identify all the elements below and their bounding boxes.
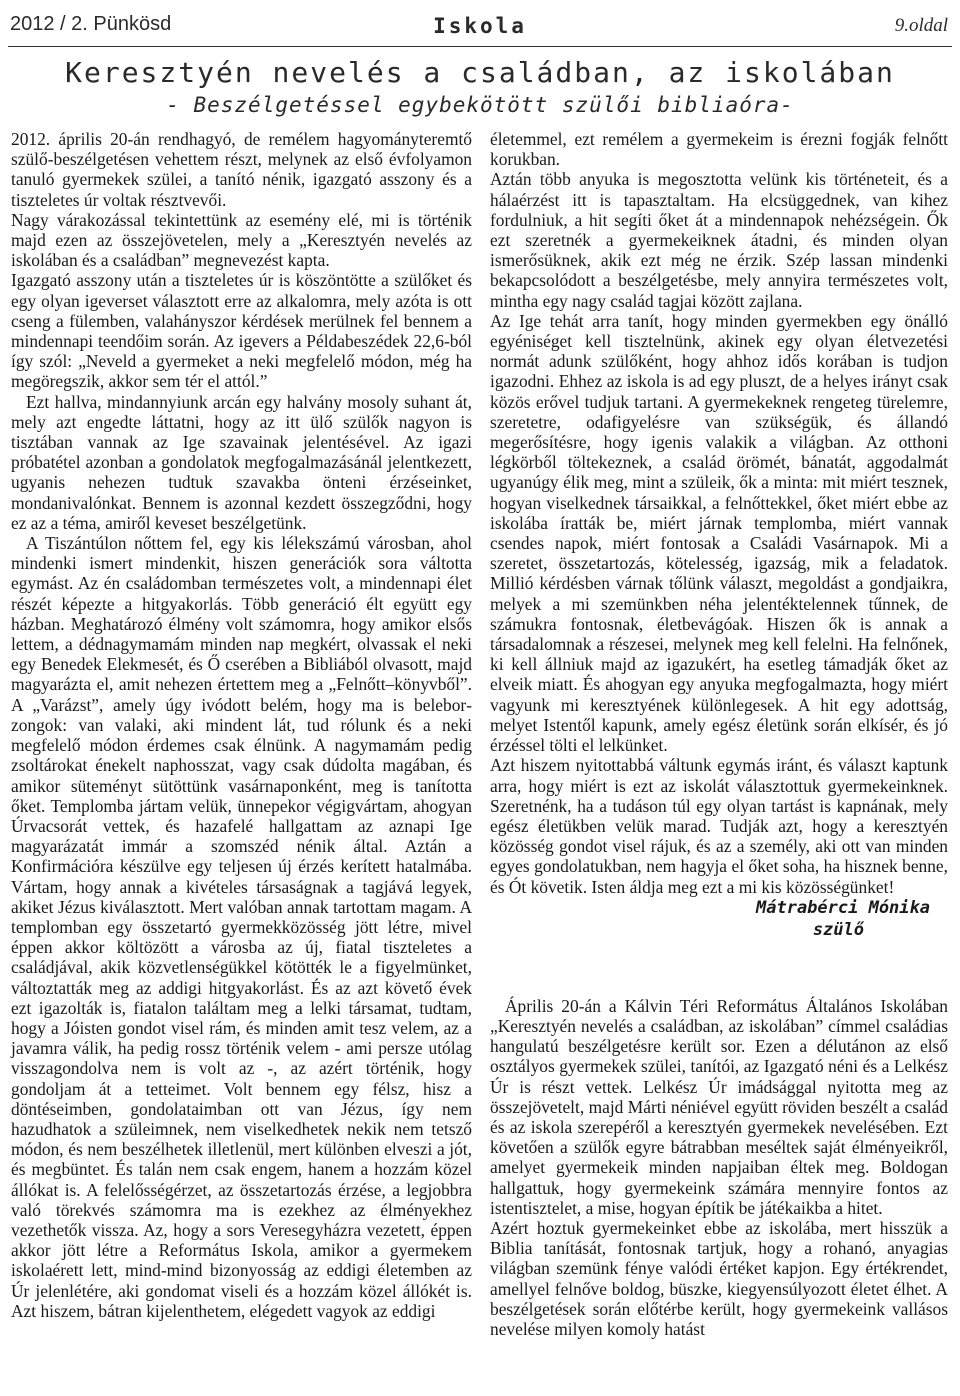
spacer xyxy=(490,941,948,996)
right-column xyxy=(490,129,948,1339)
page-header xyxy=(0,0,960,48)
paragraph: Azért hoztuk gyermekeinket ebbe az iskolába, mert hisszük a Biblia tanítását, fontosnak tartjuk, hogy a rohanó, anyagias világban szemünk fénye valódi értéket kapjon. Egy értékrendet, amellyel felnőve boldog, büszke, kiegyensúlyozott életet élhet. A beszélgetések során előtérbe került, hogy gyermekeink vallásos nevelése milyen komoly hatást xyxy=(490,1217,948,1339)
header-divider xyxy=(8,46,952,47)
author-signature xyxy=(490,897,948,941)
issue-label: 2012 / 2. Pünkösd xyxy=(10,13,172,35)
paragraph: Igazgató asszony után a tiszteletes úr is köszöntötte a szülőket és egy olyan igeverset választott erre az alkalomra, mely azóta is ott cseng a fülemben, valahányszor kérdések merülnek fel bennem a mindennapi teendőim során. Az igevers a Példabeszédek 22,6-ból így szól: „Neveld a gyermeket a neki megfelelő módon, még ha megöregszik, akkor sem tér el attól.” xyxy=(11,270,472,392)
paragraph: Ezt hallva, mindannyiunk arcán egy halvány mosoly suhant át, mely azt engedte láttatni, hogy az itt ülő szülők nagyon is tisztában vannak az Ige szavainak jelentésével. Az igazi próbatétel azonban a gondolatok megfogalmazásánál jelentkezett, ugyanis nehezen tudtuk szavakba önteni érzéseinket, mondanivalónkat. Bennem is azonnal kezdett összegződni, hogy ez az a téma, amiről keveset beszélgetünk. xyxy=(11,391,472,533)
paragraph: 2012. április 20-án rendhagyó, de remélem hagyományteremtő szülő-beszélgetésen vehettem részt, melynek az első évfolyamon tanuló gyermekek szülei, a tanító nénik, igazgató asszony és a tiszteletes úr voltak résztvevői. xyxy=(11,129,472,210)
author-role: szülő xyxy=(812,919,864,940)
section-title: Iskola xyxy=(433,14,527,38)
paragraph: Azt hiszem nyitottabbá váltunk egymás iránt, és választ kaptunk arra, hogy miért is ezt az iskolát választottuk gyermekeinknek. Szeretnénk, ha a tudáson túl egy olyan tartást is kapnának, mely egész életükben velük marad. Tudják azt, hogy a keresztyén közösség gondot visel rájuk, és az a személy, aki ott van minden egyes gondolatukban, nem hagyja el őket soha, ha hisznek benne, és Ót követik. Isten áldja meg ezt a mi kis közösségünket! xyxy=(490,755,948,897)
page-number: 9.oldal xyxy=(894,15,948,36)
article-subtitle: - Beszélgetéssel egybekötött szülői bibliaóra- xyxy=(166,93,794,117)
paragraph: Nagy várakozással tekintettünk az esemény elé, mi is történik majd ezen az összejövetelen, mely a „Keresztyén nevelés az iskolában és a családban” megnevezést kapta. xyxy=(11,209,472,271)
paragraph: Április 20-án a Kálvin Téri Református Általános Iskolában „Keresztyén nevelés a családban, az iskolában” címmel családias hangulatú beszélgetésre került sor. Ezen a délutánon az első osztályos gyermekek szülei, tanítói, az Igazgató néni és a Lelkész Úr is részt vettek. Lelkész Úr imádsággal nyitotta meg az összejövetelt, majd Márti néniével együtt röviden beszélt a család és az iskola szerepéről a keresztyén gyermekek nevelésében. Ezt követően a szülők egyre bátrabban meséltek saját élményeikről, amelyet gyermekeik minden napjaiban éltek meg. Boldogan hallgattuk, hogy gyermekeink számára mennyire fontos az istentisztelet, a mise, hogyan építik be játékaikba a hitet. xyxy=(490,995,948,1218)
article-title: Keresztyén nevelés a családban, az iskolában xyxy=(65,56,895,89)
paragraph: A Tiszántúlon nőttem fel, egy kis lélekszámú városban, ahol mindenki ismert mindenkit, hiszen generációk sora váltotta egymást. Az én családomban természetes volt, a mindennapi élet részét képezte a hitgyakorlás. Több generáció élt együtt egy házban. Meghatározó élmény volt számomra, hogy amikor elsős lettem, a dédnagymamám minden nap megkért, olvassak el neki egy Benedek Elekmesét, és Ő cserében a Bibliából olvasott, majd magyarázta el, amit nehezen értettem meg a „Felnőtt–könyvből”. A „Varázst”, amely úgy ivódott belém, hogy ma is beleborzongok: van valaki, aki mindent lát, tud rólunk és a neki megfelelő módon érdemes csak élnünk. A nagymamám pedig zsoltárokat énekelt naphosszat, vagy csak dúdolta magában, és amikor süteményt sütöttünk vasárnaponként, meg is tanította őket. Templomba jártam velük, ünnepekor végigvártam, ahogyan Úrvacsorát vettek, és hazafelé hallgattam az aznapi Ige magyarázatát immár a szomszéd nénik által. Aztán a Konfirmációra készülve egy teljesen új érzés kerített hatalmába. Vártam, hogy annak a kivételes társaságnak a tagjává legyek, akiket Jézus kiválasztott. Mert valóban annak tartottam magam. A templomban egy összetartó gyermekközösség jött létre, mivel éppen akkor költözött a városba az új, fiatal tiszteletes a családjával, akik közvetlenségükkel kötötték le a figyelmünket, változtatták meg az addigi hitgyakorlást. És az azt követő évek ezt igazolták is, fiatalon találtam meg a lelki társamat, tudtam, hogy a Jóisten gondot visel rám, és minden amit tesz velem, az a javamra válik, ha pedig rossz történik velem - ami persze utólag visszagondolva nem is volt az -, az azért történik, hogy gondoljam át a tetteimet. Volt bennem egy félsz, hisz a döntéseimben, gondolataimban ott van Jézus, így nem hazudhatok a szüleimnek, nem viselkedhetek nekik nem tetsző módon, és nem beszélhetek illetlenül, mert különben elveszi a jót, és megbüntet. És talán nem csak engem, hanem a hozzám közel állókat is. A felelősségérzet, az összetartozás érzése, a legjobbra való törekvés számomra ma is ezekhez az élményekhez vezethetők vissza. Az, hogy a sors Veresegyházra vezetett, éppen akkor jött létre a Református Iskola, amikor a gyermekem iskolaérett lett, mind-mind bizonyosság az eddigi életemben az Úr jelenlétére, aki gondomat viseli és a hozzám közel állókét is. Azt hiszem, bátran kijelenthetem, elégedett vagyok az eddigi xyxy=(11,533,472,1321)
paragraph: Aztán több anyuka is megosztotta velünk kis történeteit, és a hálaérzést itt is tapasztaltam. Ha elcsüggednek, van kihez fordulniuk, a hit segíti őket át a mindennapok nehézségein. Ők ezt szeretnék a gyermekeiknek átadni, és minden olyan ismerősüknek, akik ezt még ne érzik. Szép lassan mindenki bekapcsolódott a beszélgetésbe, mely annyira természetes volt, mintha egy nagy család tagjai között zajlana. xyxy=(490,169,948,311)
left-column xyxy=(11,129,472,1321)
paragraph: Az Ige tehát arra tanít, hogy minden gyermekben egy önálló egyéniséget kell tisztelnünk, akinek egy olyan életvezetési normát adunk szülőként, hogy ahhoz idős korában is tudjon igazodni. Ehhez az iskola is ad egy pluszt, de a helyes irányt csak közös erővel tudjuk tartani. A gyermekeknek rengeteg türelemre, szeretetre, odafigyelésre van szükségük, és állandó megerősítésre, hogy igenis valakik a világban. Az otthoni légkörből töltekeznek, a család örömét, bánatát, aggodalmát ugyanúgy élik meg, mint a szüleik, ők a minta: mit miért tesznek, hogyan viselkednek társaikkal, a felnőttekkel, őket miért ebbe az iskolába íratták be, miért járnak templomba, miért vannak csendes napok, miért fontosak a Családi Vasárnapok. Mi a szeretet, összetartozás, kötelesség, igazság, mik a feladatok. Millió kérdésben várnak tőlünk választ, megoldást a gondjaikra, melyek a mi szemünkben néha jelentéktelennek tűnnek, de számukra fontosnak, életbevágóak. Hiszen ők is annak a társadalomnak a részesei, melynek meg kell felelni. Ha felnőnek, ki kell állniuk majd az igazukért, ha esetleg támadják őket az elveik miatt. És ahogyan egy anyuka megfogalmazta, hogy miért vagyunk mi keresztyének különlegesek. A hit egy adottság, melyet Istentől kapunk, amely egész életünk során elkísér, és jó érzéssel tölti el lelkünket. xyxy=(490,310,948,756)
author-name: Mátrabérci Mónika xyxy=(756,897,930,918)
paragraph: életemmel, ezt remélem a gyermekeim is érezni fogják felnőtt korukban. xyxy=(490,129,948,170)
